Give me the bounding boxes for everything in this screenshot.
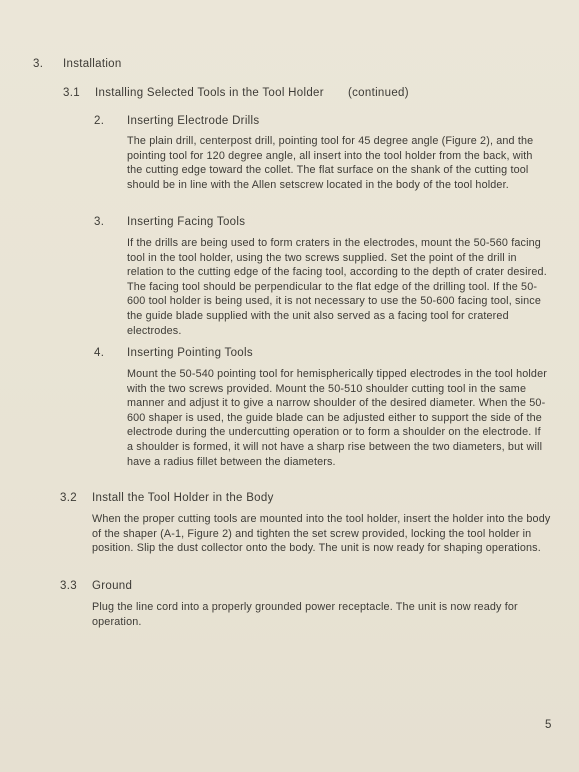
subsection-number: 3.2 xyxy=(60,492,77,504)
section-title: Installation xyxy=(63,58,122,70)
item-2-paragraph: The plain drill, centerpost drill, pointing tool for 45 degree angle (Figure 2), and the pointing tool for 120 degree angle, all insert into the tool holder from the back, with the cutting edge toward the collet. The flat surface on the shank of the cutting tool should be in line with the Allen setscrew located in the body of the tool holder. xyxy=(127,135,534,191)
item-number: 2. xyxy=(94,115,105,127)
item-number: 4. xyxy=(94,347,105,359)
subsection-title: Installing Selected Tools in the Tool Holder xyxy=(95,87,324,99)
subsection-3-3-paragraph: Plug the line cord into a properly grounded power receptacle. The unit is now ready for operation. xyxy=(92,601,518,628)
item-4-paragraph: Mount the 50-540 pointing tool for hemispherically tipped electrodes in the tool holder with the two screws provided. Mount the 50-510 shoulder cutting tool in the same manner and adjust it to give a narrow shoulder of the desired diameter. When the 50-600 shaper is used, the guide blade can be adjusted either to support the side of the electrode during the undercutting operation or to form a shoulder on the electrode. If a shoulder is formed, it will not have a sharp rise between the two diameters, but will have a radius fillet between the diameters. xyxy=(127,368,547,468)
section-number: 3. xyxy=(33,58,44,70)
item-title: Inserting Facing Tools xyxy=(127,216,246,228)
subsection-title: Install the Tool Holder in the Body xyxy=(92,492,274,504)
subsection-3-2-paragraph: When the proper cutting tools are mounted into the tool holder, insert the holder into the body of the shaper (A-1, Figure 2) and tighten the set screw provided, locking the tool holder in position. Slip the dust collector onto the body. The unit is now ready for shaping operations. xyxy=(92,513,551,555)
item-title: Inserting Electrode Drills xyxy=(127,115,260,127)
subsection-note: (continued) xyxy=(348,87,409,99)
item-title: Inserting Pointing Tools xyxy=(127,347,253,359)
item-number: 3. xyxy=(94,216,105,228)
subsection-number: 3.1 xyxy=(63,87,80,99)
page-number: 5 xyxy=(545,719,552,731)
subsection-number: 3.3 xyxy=(60,580,77,592)
subsection-title: Ground xyxy=(92,580,133,592)
item-3-paragraph: If the drills are being used to form craters in the electrodes, mount the 50-560 facing tool in the tool holder, using the two screws supplied. Set the point of the drill in relation to the cutting edge of the facing tool, according to the depth of crater desired. The facing tool should be perpendicular to the flat edge of the drilling tool. If the 50-600 tool holder is being used, it is not necessary to use the 50-600 facing tool, since the guide blade supplied with the unit also served as a facing tool for cratered electrodes. xyxy=(127,237,547,337)
